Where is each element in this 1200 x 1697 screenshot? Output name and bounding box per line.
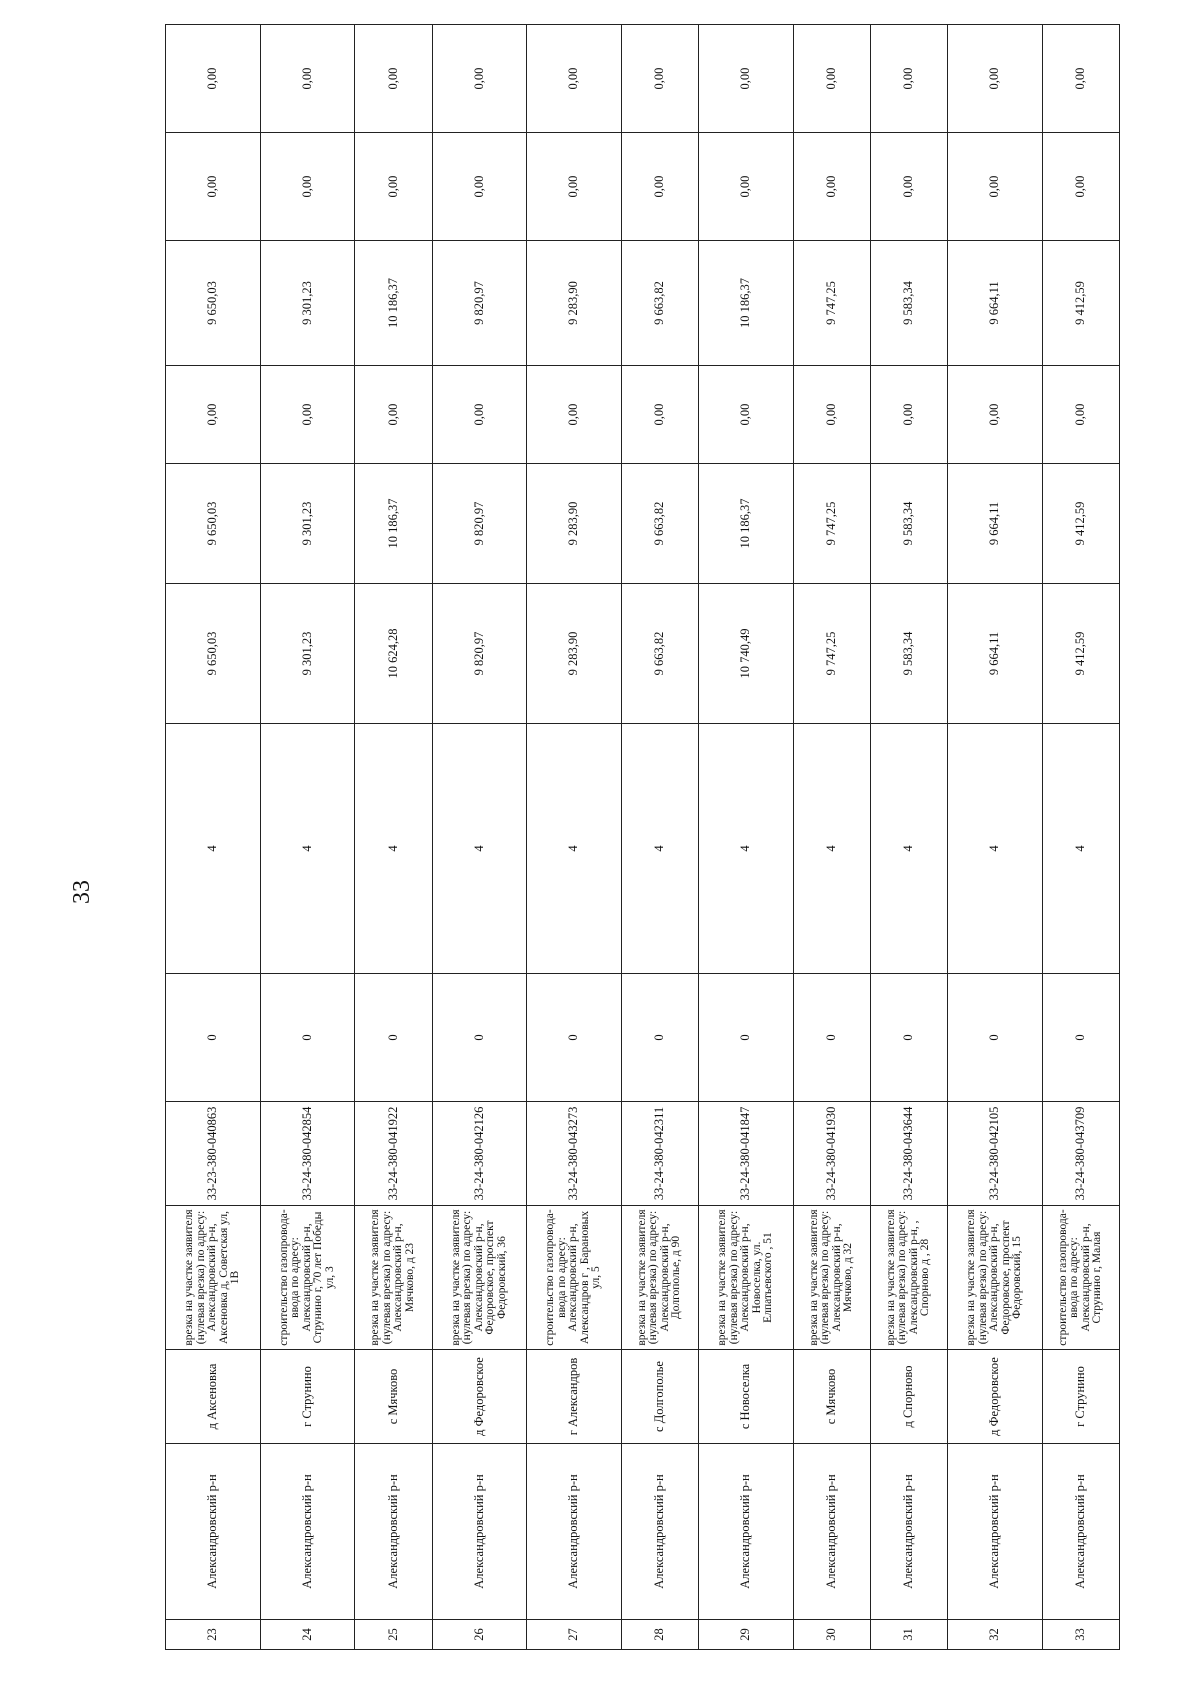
address-cell: строительство газопровода-ввода по адресу: Александровский р-н, Александров г , Барановых ул, 5 (527, 1206, 622, 1350)
amount-4-cell: 9 650,03 (166, 241, 261, 366)
cadastral-number-cell: 33-24-380-042105 (948, 1102, 1043, 1206)
district-cell: Александровский р-н (260, 1444, 355, 1620)
amount-5-cell: 0,00 (260, 133, 355, 241)
amount-1-cell: 9 301,23 (260, 584, 355, 724)
amount-3-cell: 0,00 (870, 366, 947, 464)
cadastral-number-cell: 33-23-380-040863 (166, 1102, 261, 1206)
table-row (527, 25, 622, 1650)
locality-cell: с Долгополье (621, 1350, 698, 1444)
zero-value-cell: 0 (793, 974, 870, 1102)
amount-4-cell: 9 663,82 (621, 241, 698, 366)
category-cell: 4 (948, 724, 1043, 974)
row-number-cell: 28 (621, 1620, 698, 1650)
amount-3-cell: 0,00 (793, 366, 870, 464)
address-cell: врезка на участке заявителя (нулевая врезка) по адресу: Александровский р-н, Долгополье, д 90 (621, 1206, 698, 1350)
row-number-cell: 29 (699, 1620, 794, 1650)
amount-6-cell: 0,00 (793, 25, 870, 133)
locality-cell: с Мячково (793, 1350, 870, 1444)
data-table (165, 24, 1120, 1650)
amount-1-cell: 9 283,90 (527, 584, 622, 724)
amount-2-cell: 10 186,37 (355, 464, 432, 584)
table-body (166, 25, 1120, 1650)
cadastral-number-cell: 33-24-380-043709 (1042, 1102, 1119, 1206)
category-cell: 4 (870, 724, 947, 974)
amount-4-cell: 9 412,59 (1042, 241, 1119, 366)
address-cell: врезка на участке заявителя (нулевая врезка) по адресу: Александровский р-н, Федоровское, проспект Федоровский, 36 (432, 1206, 527, 1350)
amount-5-cell: 0,00 (355, 133, 432, 241)
zero-value-cell: 0 (870, 974, 947, 1102)
page-number: 33 (69, 880, 95, 904)
amount-5-cell: 0,00 (1042, 133, 1119, 241)
address-cell: врезка на участке заявителя (нулевая врезка) по адресу: Александровский р-н, Мячково, д 23 (355, 1206, 432, 1350)
table-row (1042, 25, 1119, 1650)
address-cell: врезка на участке заявителя (нулевая врезка) по адресу: Александровский р-н, Новоселка, ул. Елпатьевского , 51 (699, 1206, 794, 1350)
locality-cell: д Спорново (870, 1350, 947, 1444)
row-number-cell: 25 (355, 1620, 432, 1650)
zero-value-cell: 0 (355, 974, 432, 1102)
district-cell: Александровский р-н (527, 1444, 622, 1620)
amount-1-cell: 9 663,82 (621, 584, 698, 724)
rotated-table-frame (165, 67, 1120, 1650)
amount-4-cell: 9 283,90 (527, 241, 622, 366)
cadastral-number-cell: 33-24-380-043273 (527, 1102, 622, 1206)
table-row (870, 25, 947, 1650)
cadastral-number-cell: 33-24-380-041847 (699, 1102, 794, 1206)
amount-2-cell: 9 650,03 (166, 464, 261, 584)
amount-6-cell: 0,00 (948, 25, 1043, 133)
table-row (166, 25, 261, 1650)
district-cell: Александровский р-н (621, 1444, 698, 1620)
locality-cell: д Федоровское (948, 1350, 1043, 1444)
amount-2-cell: 9 747,25 (793, 464, 870, 584)
address-cell: врезка на участке заявителя (нулевая врезка) по адресу: Александровский р-н, Федоровское, проспект Федоровский, 15 (948, 1206, 1043, 1350)
zero-value-cell: 0 (948, 974, 1043, 1102)
amount-2-cell: 9 301,23 (260, 464, 355, 584)
amount-3-cell: 0,00 (166, 366, 261, 464)
amount-2-cell: 9 283,90 (527, 464, 622, 584)
category-cell: 4 (621, 724, 698, 974)
amount-3-cell: 0,00 (432, 366, 527, 464)
locality-cell: г Александров (527, 1350, 622, 1444)
amount-1-cell: 9 583,34 (870, 584, 947, 724)
amount-3-cell: 0,00 (527, 366, 622, 464)
address-cell: строительство газопровода-ввода по адресу: Александровский р-н, Струнино г, 70 лет Победы ул, 3 (260, 1206, 355, 1350)
amount-4-cell: 9 820,97 (432, 241, 527, 366)
locality-cell: с Новоселка (699, 1350, 794, 1444)
amount-6-cell: 0,00 (621, 25, 698, 133)
table-row (621, 25, 698, 1650)
table-row (948, 25, 1043, 1650)
amount-5-cell: 0,00 (166, 133, 261, 241)
amount-4-cell: 9 747,25 (793, 241, 870, 366)
address-cell: врезка на участке заявителя (нулевая врезка) по адресу: Александровский р-н, Мячково, д 32 (793, 1206, 870, 1350)
district-cell: Александровский р-н (699, 1444, 794, 1620)
district-cell: Александровский р-н (432, 1444, 527, 1620)
category-cell: 4 (260, 724, 355, 974)
amount-5-cell: 0,00 (699, 133, 794, 241)
amount-1-cell: 9 747,25 (793, 584, 870, 724)
cadastral-number-cell: 33-24-380-042311 (621, 1102, 698, 1206)
amount-4-cell: 9 583,34 (870, 241, 947, 366)
table-row (699, 25, 794, 1650)
district-cell: Александровский р-н (793, 1444, 870, 1620)
category-cell: 4 (793, 724, 870, 974)
amount-6-cell: 0,00 (260, 25, 355, 133)
row-number-cell: 26 (432, 1620, 527, 1650)
category-cell: 4 (527, 724, 622, 974)
amount-2-cell: 9 412,59 (1042, 464, 1119, 584)
amount-3-cell: 0,00 (260, 366, 355, 464)
amount-6-cell: 0,00 (432, 25, 527, 133)
amount-1-cell: 9 820,97 (432, 584, 527, 724)
address-cell: врезка на участке заявителя (нулевая врезка) по адресу: Александровский р-н, Аксеновка д, Советская ул, 1В (166, 1206, 261, 1350)
amount-6-cell: 0,00 (699, 25, 794, 133)
amount-2-cell: 9 663,82 (621, 464, 698, 584)
row-number-cell: 31 (870, 1620, 947, 1650)
row-number-cell: 24 (260, 1620, 355, 1650)
zero-value-cell: 0 (166, 974, 261, 1102)
locality-cell: д Аксеновка (166, 1350, 261, 1444)
row-number-cell: 32 (948, 1620, 1043, 1650)
amount-2-cell: 9 820,97 (432, 464, 527, 584)
amount-2-cell: 9 664,11 (948, 464, 1043, 584)
amount-2-cell: 9 583,34 (870, 464, 947, 584)
category-cell: 4 (166, 724, 261, 974)
district-cell: Александровский р-н (1042, 1444, 1119, 1620)
table-row (355, 25, 432, 1650)
zero-value-cell: 0 (1042, 974, 1119, 1102)
district-cell: Александровский р-н (870, 1444, 947, 1620)
cadastral-number-cell: 33-24-380-042126 (432, 1102, 527, 1206)
amount-3-cell: 0,00 (355, 366, 432, 464)
cadastral-number-cell: 33-24-380-043644 (870, 1102, 947, 1206)
cadastral-number-cell: 33-24-380-041922 (355, 1102, 432, 1206)
amount-3-cell: 0,00 (948, 366, 1043, 464)
amount-4-cell: 10 186,37 (699, 241, 794, 366)
amount-4-cell: 9 301,23 (260, 241, 355, 366)
zero-value-cell: 0 (527, 974, 622, 1102)
zero-value-cell: 0 (699, 974, 794, 1102)
amount-5-cell: 0,00 (870, 133, 947, 241)
amount-4-cell: 9 664,11 (948, 241, 1043, 366)
category-cell: 4 (432, 724, 527, 974)
locality-cell: г Струнино (1042, 1350, 1119, 1444)
row-number-cell: 30 (793, 1620, 870, 1650)
district-cell: Александровский р-н (948, 1444, 1043, 1620)
amount-6-cell: 0,00 (870, 25, 947, 133)
amount-3-cell: 0,00 (1042, 366, 1119, 464)
amount-4-cell: 10 186,37 (355, 241, 432, 366)
cadastral-number-cell: 33-24-380-041930 (793, 1102, 870, 1206)
table-row (793, 25, 870, 1650)
district-cell: Александровский р-н (355, 1444, 432, 1620)
table-row (260, 25, 355, 1650)
locality-cell: с Мячково (355, 1350, 432, 1444)
amount-1-cell: 9 664,11 (948, 584, 1043, 724)
amount-6-cell: 0,00 (355, 25, 432, 133)
locality-cell: г Струнино (260, 1350, 355, 1444)
amount-6-cell: 0,00 (1042, 25, 1119, 133)
district-cell: Александровский р-н (166, 1444, 261, 1620)
table-row (432, 25, 527, 1650)
category-cell: 4 (1042, 724, 1119, 974)
amount-3-cell: 0,00 (621, 366, 698, 464)
zero-value-cell: 0 (260, 974, 355, 1102)
amount-6-cell: 0,00 (527, 25, 622, 133)
row-number-cell: 23 (166, 1620, 261, 1650)
zero-value-cell: 0 (432, 974, 527, 1102)
amount-2-cell: 10 186,37 (699, 464, 794, 584)
amount-5-cell: 0,00 (793, 133, 870, 241)
amount-6-cell: 0,00 (166, 25, 261, 133)
amount-1-cell: 10 740,49 (699, 584, 794, 724)
address-cell: врезка на участке заявителя (нулевая врезка) по адресу: Александровский р-н, , Спорново д , 28 (870, 1206, 947, 1350)
amount-1-cell: 9 650,03 (166, 584, 261, 724)
amount-5-cell: 0,00 (621, 133, 698, 241)
row-number-cell: 33 (1042, 1620, 1119, 1650)
amount-3-cell: 0,00 (699, 366, 794, 464)
amount-5-cell: 0,00 (948, 133, 1043, 241)
data-table-container (165, 67, 1120, 1650)
address-cell: строительство газопровода-ввода по адресу: Александровский р-н, Струнино г, Малая (1042, 1206, 1119, 1350)
amount-5-cell: 0,00 (527, 133, 622, 241)
amount-1-cell: 9 412,59 (1042, 584, 1119, 724)
category-cell: 4 (355, 724, 432, 974)
locality-cell: д Федоровское (432, 1350, 527, 1444)
amount-5-cell: 0,00 (432, 133, 527, 241)
cadastral-number-cell: 33-24-380-042854 (260, 1102, 355, 1206)
row-number-cell: 27 (527, 1620, 622, 1650)
zero-value-cell: 0 (621, 974, 698, 1102)
category-cell: 4 (699, 724, 794, 974)
amount-1-cell: 10 624,28 (355, 584, 432, 724)
